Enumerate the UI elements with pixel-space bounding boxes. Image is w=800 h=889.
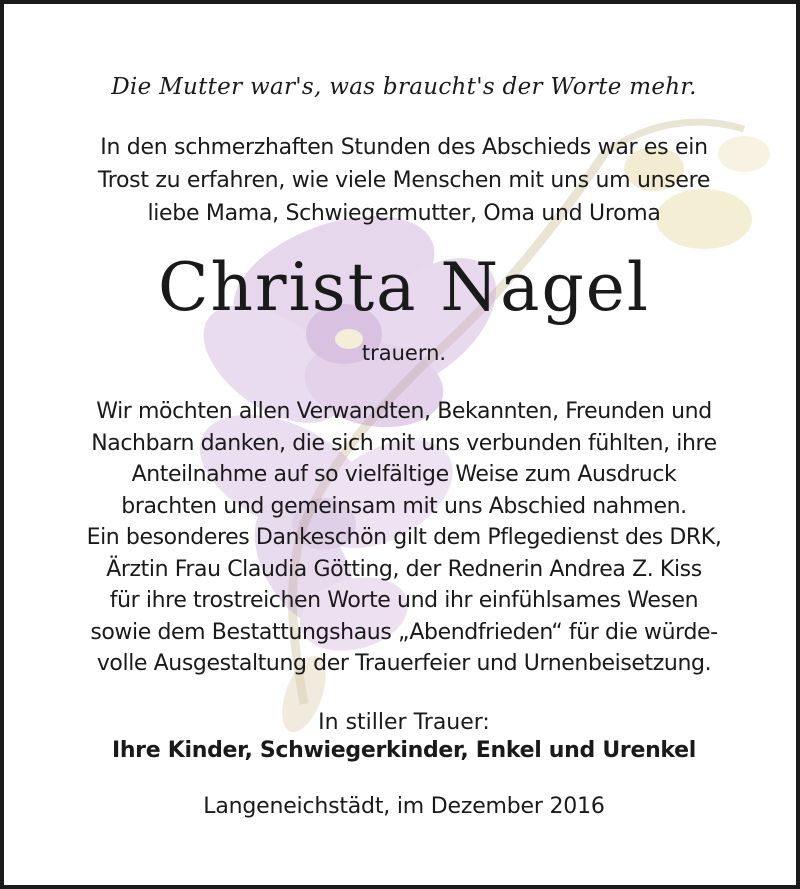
signoff-text: In stiller Trauer:	[318, 710, 490, 735]
intro-line: Trost zu erfahren, wie viele Menschen mit uns um unsere	[97, 168, 711, 193]
mourn-word: trauern.	[361, 341, 447, 365]
thanks-line: für ihre trostreichen Worte und ihr einfühlsames Wesen	[109, 588, 699, 613]
intro-text	[64, 131, 744, 230]
place-date: Langeneichstädt, im Dezember 2016	[203, 794, 605, 819]
thanks-line: Wir möchten allen Verwandten, Bekannten, Freunden und	[96, 399, 712, 424]
thanks-line: sowie dem Bestattungshaus „Abendfrieden“ für die würde-	[90, 619, 718, 645]
thanks-text	[24, 396, 784, 680]
thanks-line: Ein besonderes Dankeschön gilt dem Pflegedienst des DRK,	[86, 525, 722, 550]
thanks-line: Nachbarn danken, die sich mit uns verbunden fühlten, ihre	[91, 430, 717, 456]
intro-line: liebe Mama, Schwiegermutter, Oma und Uroma	[147, 201, 661, 226]
intro-line: In den schmerzhaften Stunden des Abschieds war es ein	[100, 135, 708, 160]
thanks-line: brachten und gemeinsam mit uns Abschied nahmen.	[121, 493, 687, 519]
deceased-name: Christa Nagel	[158, 249, 650, 326]
thanks-line: Anteilnahme auf so vielfältige Weise zum Ausdruck	[131, 462, 677, 487]
thanks-line: Ärztin Frau Claudia Götting, der Rednerin Andrea Z. Kiss	[106, 556, 702, 582]
family-names: Ihre Kinder, Schwiegerkinder, Enkel und Urenkel	[111, 738, 697, 763]
thanks-line: volle Ausgestaltung der Trauerfeier und Urnenbeisetzung.	[96, 651, 712, 676]
motto-quote: Die Mutter war's, was braucht's der Worte mehr.	[111, 74, 697, 100]
